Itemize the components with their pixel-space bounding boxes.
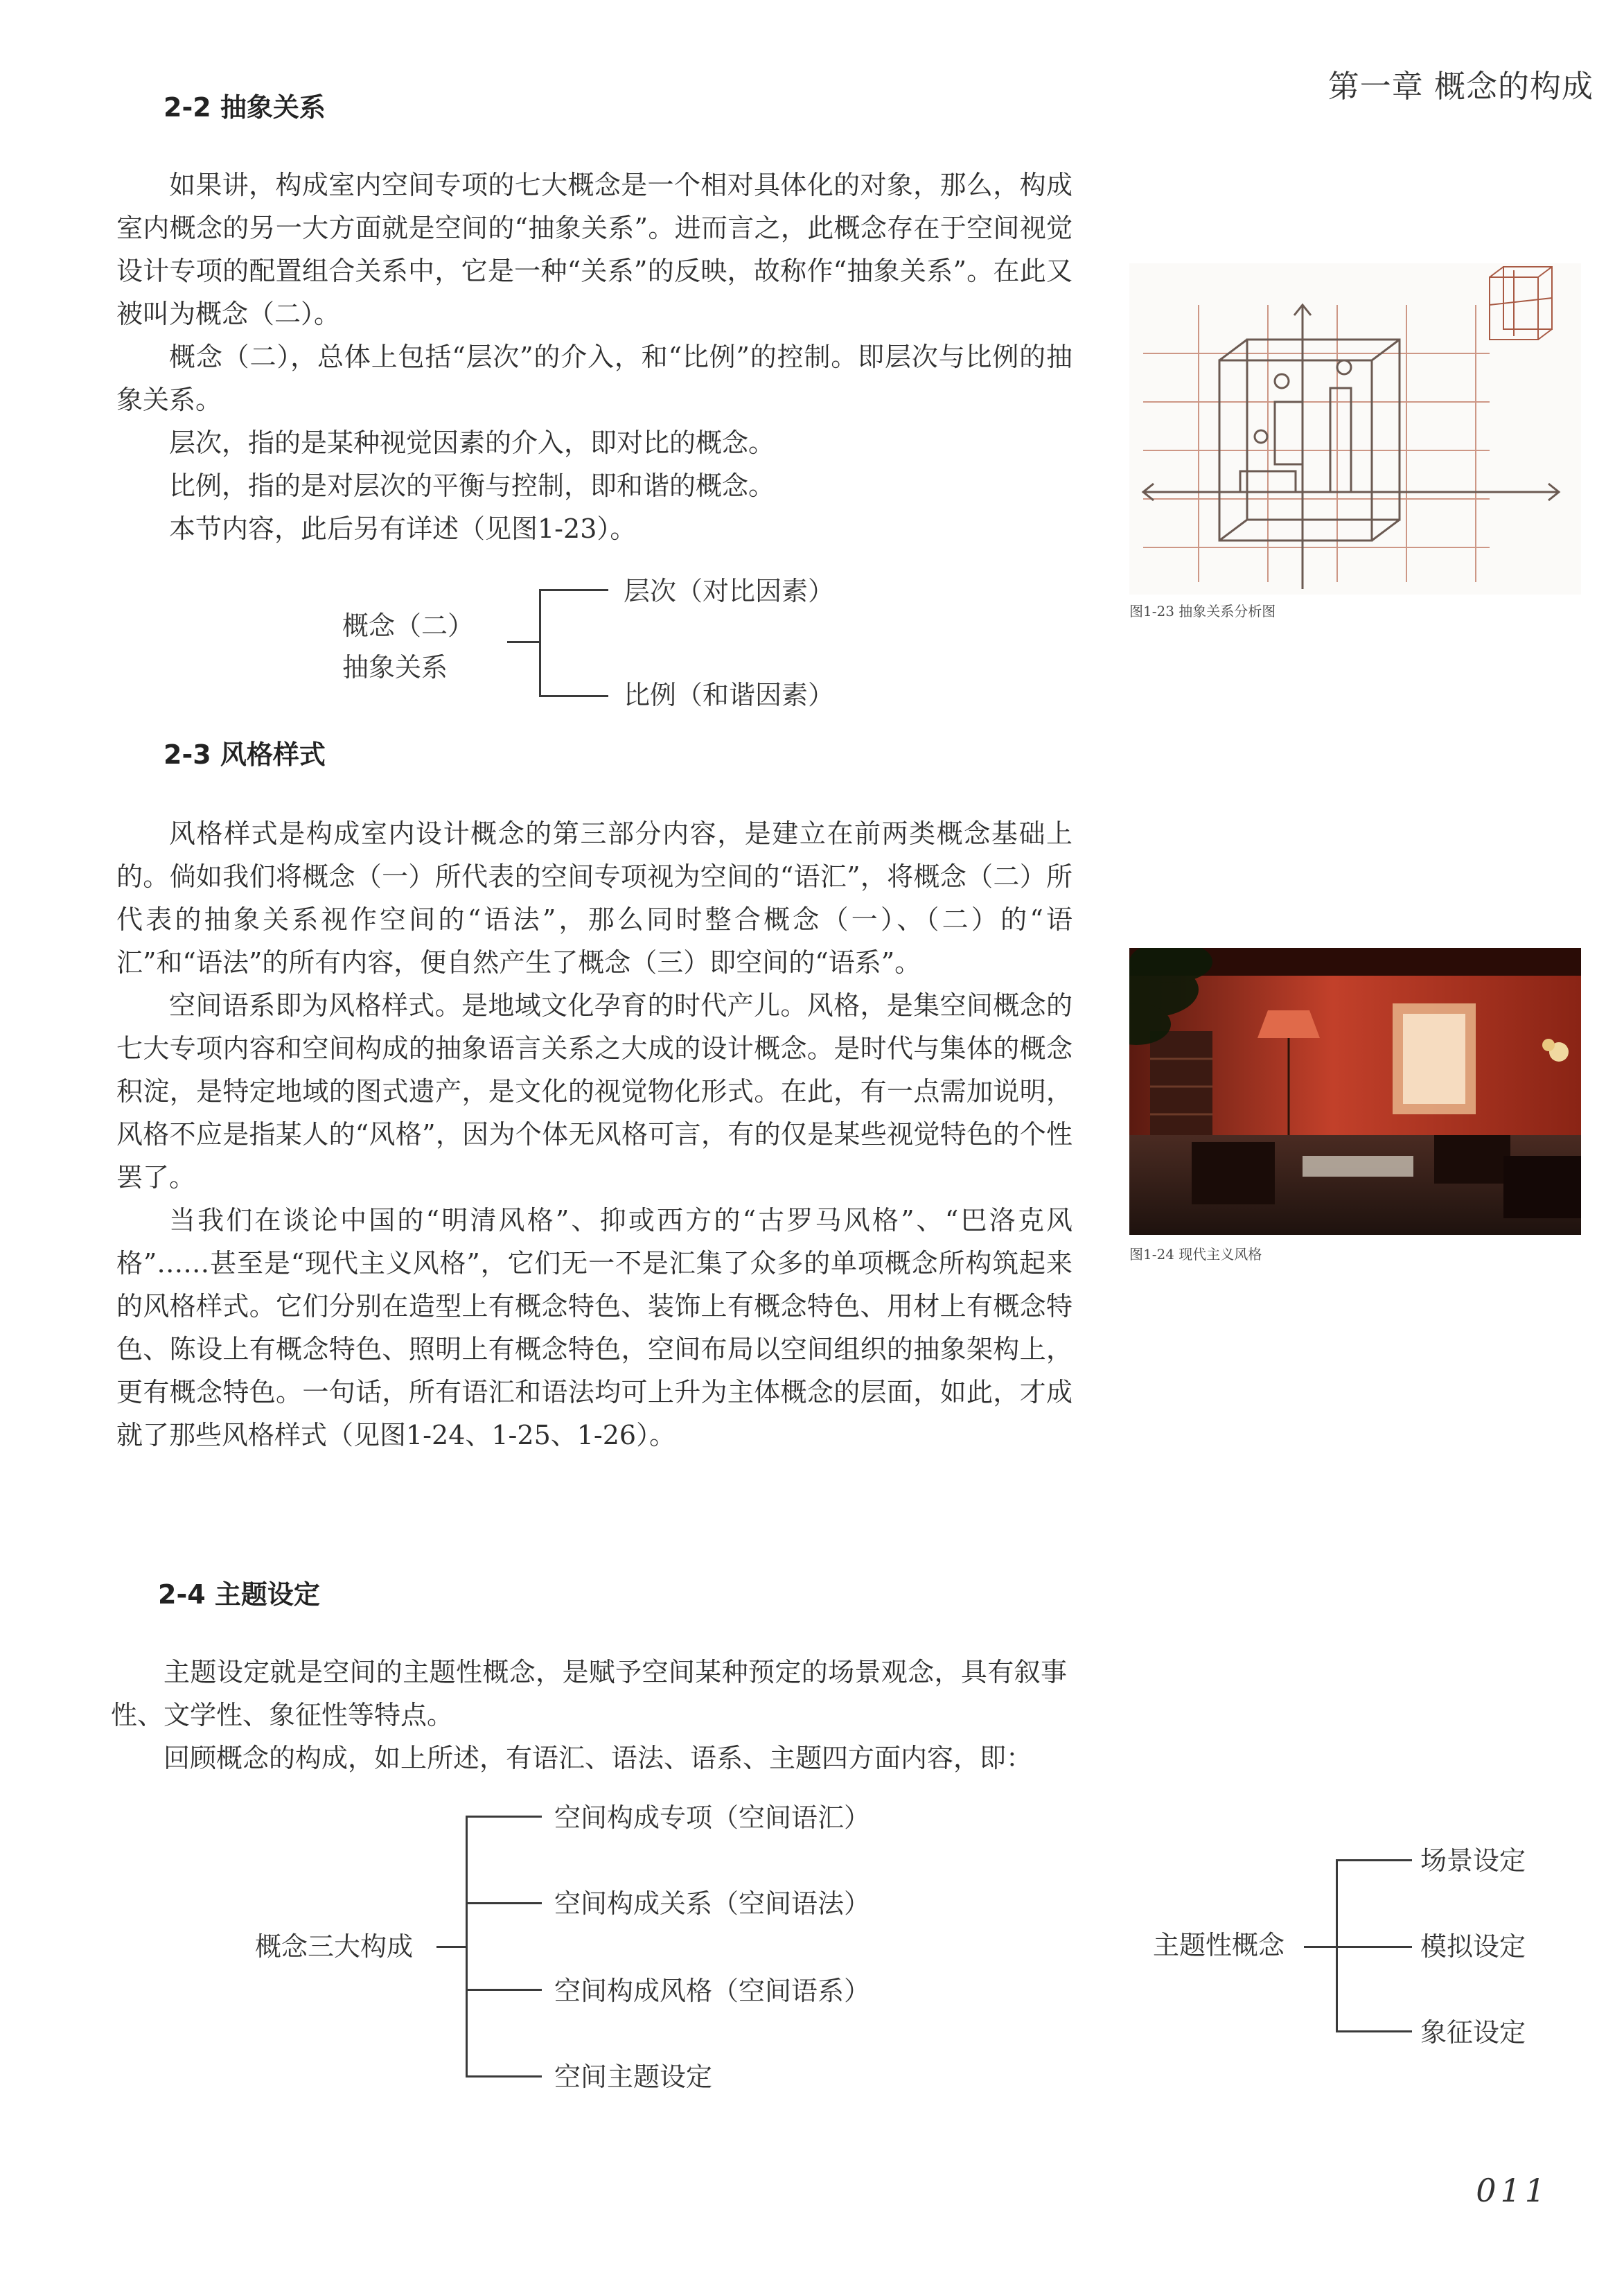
- paragraph: 空间语系即为风格样式。是地域文化孕育的时代产儿。风格，是集空间概念的七大专项内容和空间构成的抽象语言关系之大成的设计概念。是时代与集体的概念积淀，是特定地域的图式遗产，是文化的视觉物化形式。在此，有一点需加说明，风格不应是指某人的“风格”，因为个体无风格可言，有的仅是某些视觉特色的个性罢了。: [116, 990, 1073, 1193]
- figure-1-23-caption: 图1-23 抽象关系分析图: [1129, 603, 1276, 620]
- tree-branch-line: [466, 1902, 542, 1904]
- tree-branch-vocabulary: 空间构成专项（空间语汇）: [554, 1802, 871, 1833]
- tree-branch-line: [539, 589, 608, 591]
- tree-branch-symbol: 象征设定: [1420, 2017, 1526, 2048]
- paragraph: 回顾概念的构成，如上所述，有语汇、语法、语系、主题四方面内容，即：: [164, 1743, 1033, 1773]
- tree-branch-line: [1336, 1859, 1412, 1861]
- tree-branch-contrast: 层次（对比因素）: [624, 576, 835, 606]
- paragraph: 如果讲，构成室内空间专项的七大概念是一个相对具体化的对象，那么，构成室内概念的另一大方面就是空间的“抽象关系”。进而言之，此概念存在于空间视觉设计专项的配置组合关系中，它是一种“关系”的反映，故称作“抽象关系”。在此又被叫为概念（二）。: [116, 170, 1073, 329]
- tree-root: 概念三大构成: [255, 1931, 414, 1962]
- tree-root-line1: 概念（二）: [342, 611, 475, 641]
- tree-branch-grammar: 空间构成关系（空间语法）: [554, 1888, 871, 1919]
- figure-1-24-caption: 图1-24 现代主义风格: [1129, 1246, 1262, 1263]
- tree-branch-scene: 场景设定: [1420, 1845, 1526, 1876]
- paragraph: 风格样式是构成室内设计概念的第三部分内容，是建立在前两类概念基础上的。倘如我们将概念（一）所代表的空间专项视为空间的“语汇”，将概念（二）所代表的抽象关系视作空间的“语法”，那么同时整合概念（一）、（二）的“语汇”和“语法”的所有内容，便自然产生了概念（三）即空间的“语系”。: [116, 818, 1073, 978]
- paragraph: 比例，指的是对层次的平衡与控制，即和谐的概念。: [169, 471, 775, 501]
- section-2-2-heading: 2-2 抽象关系: [164, 92, 326, 123]
- paragraph: 概念（二），总体上包括“层次”的介入，和“比例”的控制。即层次与比例的抽象关系。: [116, 342, 1073, 415]
- tree-trunk: [539, 589, 541, 696]
- tree-branch-language-family: 空间构成风格（空间语系）: [554, 1976, 871, 2006]
- section-2-2-body: [116, 164, 1073, 550]
- tree-branch-line: [466, 2075, 542, 2078]
- tree-branch-line: [1336, 1946, 1412, 1948]
- tree-branch-line: [539, 695, 608, 697]
- tree-trunk: [466, 1816, 468, 2078]
- section-2-4-body: [111, 1651, 1067, 1780]
- tree-branch-simulation: 模拟设定: [1420, 1931, 1526, 1962]
- section-2-3-body: [116, 812, 1073, 1457]
- paragraph: 当我们在谈论中国的“明清风格”、抑或西方的“古罗马风格”、“巴洛克风格”……甚至是“现代主义风格”，它们无一不是汇集了众多的单项概念所构筑起来的风格样式。它们分别在造型上有概念特色、装饰上有概念特色、用材上有概念特色、陈设上有概念特色、照明上有概念特色，空间布局以空间组织的抽象架构上，更有概念特色。一句话，所有语汇和语法均可上升为主体概念的层面，如此，才成就了那些风格样式（见图1-24、1-25、1-26）。: [116, 1205, 1073, 1450]
- tree-branch-theme: 空间主题设定: [554, 2062, 713, 2092]
- tree-branch-harmony: 比例（和谐因素）: [624, 680, 835, 710]
- paragraph: 层次，指的是某种视觉因素的介入，即对比的概念。: [169, 428, 775, 458]
- tree-connector: [507, 641, 540, 643]
- section-2-3-heading: 2-3 风格样式: [164, 739, 326, 770]
- abstract-relation-sketch: [1129, 263, 1581, 595]
- chapter-header: 第一章 概念的构成: [1327, 68, 1594, 105]
- tree-connector: [436, 1946, 467, 1948]
- tree-branch-line: [466, 1816, 542, 1818]
- modernist-interior-photo: [1129, 948, 1581, 1235]
- tree-branch-line: [466, 1989, 542, 1991]
- tree-branch-line: [1336, 2030, 1412, 2032]
- tree-root-line2: 抽象关系: [342, 652, 448, 683]
- page-number: 011: [1476, 2172, 1549, 2209]
- tree-connector: [1304, 1946, 1337, 1948]
- tree-root: 主题性概念: [1153, 1930, 1285, 1960]
- section-2-4-heading: 2-4 主题设定: [158, 1579, 320, 1610]
- paragraph: 本节内容，此后另有详述（见图1-23）。: [169, 513, 637, 544]
- paragraph: 主题设定就是空间的主题性概念，是赋予空间某种预定的场景观念，具有叙事性、文学性、象征性等特点。: [111, 1657, 1067, 1730]
